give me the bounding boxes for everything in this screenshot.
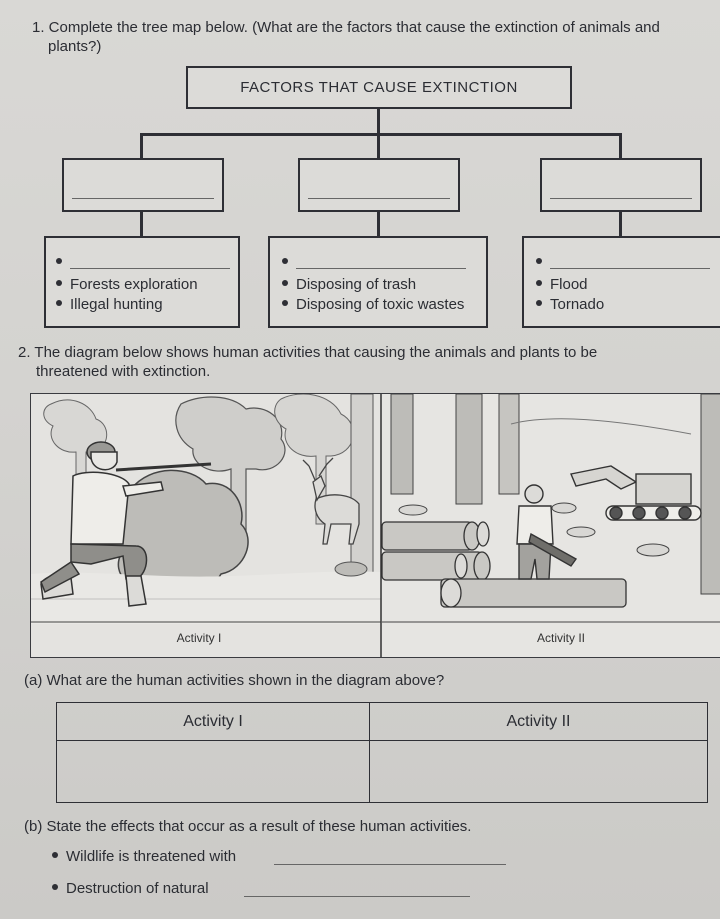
examples-box-1: [44, 236, 240, 328]
examples-box-3: [522, 236, 720, 328]
activities-answer-table: [56, 702, 708, 803]
connector-middle-lower: [377, 212, 380, 238]
activities-diagram: [30, 393, 720, 658]
connector-horizontal: [140, 133, 622, 136]
list-item: [282, 296, 464, 313]
category-box-2[interactable]: [298, 158, 460, 212]
answer-blank[interactable]: [296, 268, 466, 269]
effect-answer-blank-1[interactable]: [274, 864, 506, 865]
bullet-icon: [282, 258, 288, 264]
list-item-text: Illegal hunting: [70, 296, 163, 313]
bullet-icon: [52, 884, 58, 890]
answer-cell-activity2[interactable]: [370, 741, 708, 803]
q1-text-line2: plants?): [48, 38, 102, 55]
activity2-caption: Activity II: [536, 631, 586, 645]
examples-box-2: [268, 236, 488, 328]
hunting-scene: [31, 394, 381, 658]
list-item: [56, 296, 163, 313]
answer-blank[interactable]: [550, 268, 710, 269]
blank-bullet[interactable]: [56, 254, 70, 271]
answer-blank[interactable]: [72, 198, 214, 199]
q2-text-line1: 2. The diagram below shows human activities that causing the animals and plants to be: [18, 344, 598, 361]
bullet-icon: [536, 300, 542, 306]
effect-item-2: [52, 880, 209, 897]
list-item: [536, 276, 588, 293]
bullet-icon: [536, 280, 542, 286]
bullet-icon: [282, 300, 288, 306]
q2-part-a: (a) What are the human activities shown in the diagram above?: [24, 672, 445, 689]
connector-root: [377, 109, 380, 135]
effect-answer-blank-2[interactable]: [244, 896, 470, 897]
q2-text-line2: threatened with extinction.: [36, 363, 211, 380]
activity1-caption: Activity I: [176, 631, 222, 645]
tree-root-box: [186, 66, 572, 109]
table-header-activity1: Activity I: [57, 703, 370, 741]
effect-text-2: Destruction of natural: [66, 880, 209, 897]
connector-middle: [377, 133, 380, 159]
answer-cell-activity1[interactable]: [57, 741, 370, 803]
category-box-1[interactable]: [62, 158, 224, 212]
tree-root-label: FACTORS THAT CAUSE EXTINCTION: [240, 79, 518, 96]
q2-part-b: (b) State the effects that occur as a result of these human activities.: [24, 818, 472, 835]
connector-left: [140, 133, 143, 159]
effect-text-1: Wildlife is threatened with: [66, 848, 237, 865]
q1-text-line1: 1. Complete the tree map below. (What are the factors that cause the extinction of animals and: [32, 19, 660, 36]
bullet-icon: [282, 280, 288, 286]
category-box-3[interactable]: [540, 158, 702, 212]
list-item-text: Flood: [550, 276, 588, 293]
answer-blank[interactable]: [70, 268, 230, 269]
answer-blank[interactable]: [550, 198, 692, 199]
list-item: [56, 276, 198, 293]
bullet-icon: [536, 258, 542, 264]
list-item-text: Tornado: [550, 296, 605, 313]
list-item-text: Forests exploration: [70, 276, 198, 293]
logging-scene: [382, 394, 720, 658]
list-item-text: Disposing of trash: [296, 276, 417, 293]
answer-blank[interactable]: [308, 198, 450, 199]
blank-bullet[interactable]: [536, 254, 550, 271]
list-item: [536, 296, 604, 313]
connector-right-lower: [619, 212, 622, 238]
connector-right: [619, 133, 622, 159]
blank-bullet[interactable]: [282, 254, 296, 271]
table-header-activity2: Activity II: [370, 703, 708, 741]
activities-illustration: [31, 394, 720, 658]
bullet-icon: [56, 300, 62, 306]
connector-left-lower: [140, 212, 143, 238]
effect-item-1: [52, 848, 236, 865]
bullet-icon: [52, 852, 58, 858]
list-item-text: Disposing of toxic wastes: [296, 296, 465, 313]
bullet-icon: [56, 258, 62, 264]
list-item: [282, 276, 416, 293]
bullet-icon: [56, 280, 62, 286]
